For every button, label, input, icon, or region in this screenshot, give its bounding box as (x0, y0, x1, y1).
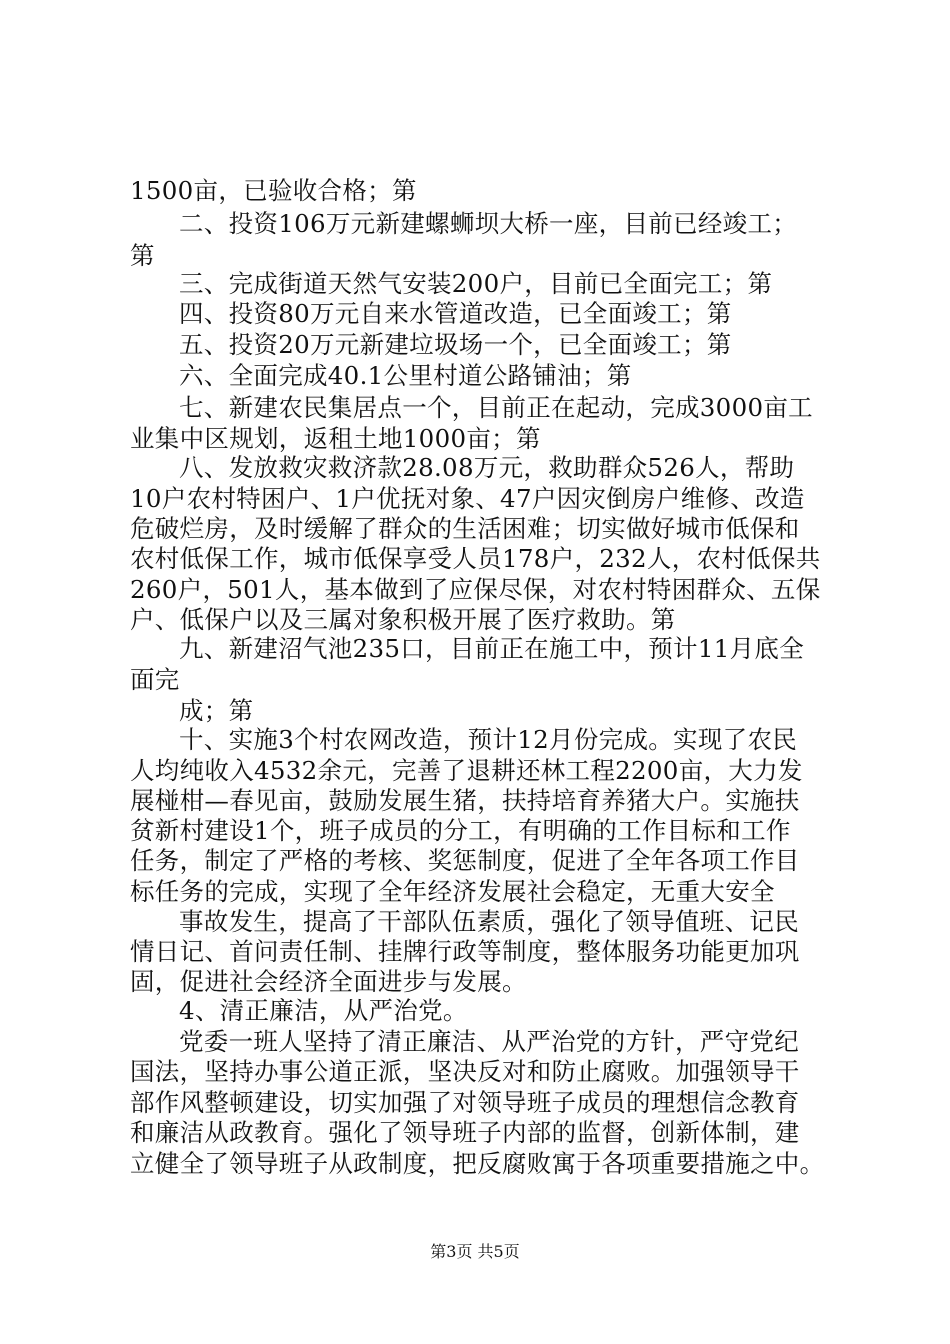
text-line: 第 (130, 241, 155, 270)
text-line: 事故发生，提高了干部队伍素质，强化了领导值班、记民 (179, 907, 799, 936)
page-number: 第3页 共5页 (430, 1242, 520, 1261)
text-line: 七、新建农民集居点一个，目前正在起动，完成3000亩工 (179, 393, 813, 422)
text-line: 情日记、首问责任制、挂牌行政等制度，整体服务功能更加巩 (130, 937, 800, 966)
text-line: 户、低保户以及三属对象积极开展了医疗救助。第 (130, 605, 676, 634)
text-line: 成；第 (179, 696, 254, 725)
text-line: 展椪柑—春见亩，鼓励发展生猪，扶持培育养猪大户。实施扶 (130, 786, 800, 815)
text-line: 四、投资80万元自来水管道改造，已全面竣工；第 (179, 299, 732, 328)
text-line: 部作风整顿建设，切实加强了对领导班子成员的理想信念教育 (130, 1088, 800, 1117)
text-line: 党委一班人坚持了清正廉洁、从严治党的方针，严守党纪 (179, 1027, 799, 1056)
text-line: 立健全了领导班子从政制度，把反腐败寓于各项重要措施之中。 (130, 1149, 825, 1178)
text-line: 贫新村建设1个，班子成员的分工，有明确的工作目标和工作 (130, 816, 791, 845)
text-line: 二、投资106万元新建螺蛳坝大桥一座，目前已经竣工； (179, 209, 798, 238)
text-line: 面完 (130, 665, 180, 694)
text-line: 人均纯收入4532余元，完善了退耕还林工程2200亩，大力发 (130, 756, 803, 785)
text-line: 业集中区规划，返租土地1000亩；第 (130, 424, 541, 453)
text-line: 十、实施3个村农网改造，预计12月份完成。实现了农民 (179, 725, 798, 754)
text-line: 任务，制定了严格的考核、奖惩制度，促进了全年各项工作目 (130, 846, 800, 875)
text-line: 五、投资20万元新建垃圾场一个，已全面竣工；第 (179, 330, 732, 359)
page-footer (0, 1241, 950, 1263)
text-line: 六、全面完成40.1公里村道公路铺油；第 (179, 361, 632, 390)
text-line: 和廉洁从政教育。强化了领导班子内部的监督，创新体制，建 (130, 1118, 800, 1147)
text-line: 标任务的完成，实现了全年经济发展社会稳定，无重大安全 (130, 877, 775, 906)
text-line: 农村低保工作，城市低保享受人员178户，232人，农村低保共 (130, 544, 821, 573)
text-line: 10户农村特困户、1户优抚对象、47户因灾倒房户维修、改造 (130, 484, 805, 513)
text-line: 危破烂房，及时缓解了群众的生活困难；切实做好城市低保和 (130, 514, 800, 543)
text-line: 固，促进社会经济全面进步与发展。 (130, 967, 527, 996)
text-line: 八、发放救灾救济款28.08万元，救助群众526人，帮助 (179, 453, 795, 482)
text-line: 三、完成街道天然气安装200户，目前已全面完工；第 (179, 269, 773, 298)
text-line: 国法，坚持办事公道正派，坚决反对和防止腐败。加强领导干 (130, 1057, 800, 1086)
text-line: 1500亩，已验收合格；第 (130, 176, 417, 205)
text-line: 260户，501人，基本做到了应保尽保，对农村特困群众、五保 (130, 575, 821, 604)
text-line: 九、新建沼气池235口，目前正在施工中，预计11月底全 (179, 634, 805, 663)
section-heading: 4、清正廉洁，从严治党。 (179, 996, 468, 1025)
